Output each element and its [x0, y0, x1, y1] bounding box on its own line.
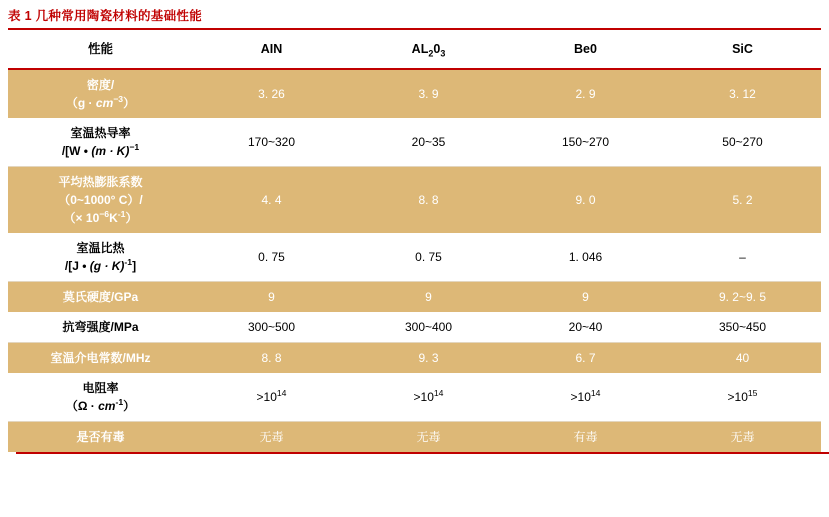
property-line-1: 室温比热	[76, 241, 125, 255]
cell-value: 9	[425, 290, 432, 304]
header-cell-property: 性能	[8, 29, 193, 69]
table-bottom-rule	[16, 452, 829, 454]
header-cell-beo: Be0	[507, 29, 664, 69]
property-line-2: /[W • $(m \cdot K)^{-1}$	[61, 142, 140, 158]
cell-value: 0. 75	[193, 233, 350, 282]
cell-value: 3. 12	[729, 87, 756, 101]
cell-value: 1. 046	[507, 233, 664, 282]
table-caption: 表 1 几种常用陶瓷材料的基础性能	[8, 9, 202, 23]
cell-value: 8. 8	[261, 351, 282, 365]
table-row	[8, 233, 821, 282]
cell-value: 有毒	[573, 430, 598, 444]
table-header-row	[8, 29, 821, 69]
row-property-mohs-hardness: 莫氏硬度/GPa	[62, 290, 139, 304]
property-line-2: （0~1000° C）/	[58, 193, 143, 207]
row-property-flexural-strength: 抗弯强度/MPa	[8, 312, 193, 343]
cell-value: 50~270	[664, 118, 821, 167]
cell-value: 2. 9	[575, 87, 596, 101]
cell-value: $>10^{14}$	[507, 373, 664, 422]
cell-value: 9	[582, 290, 589, 304]
property-line-2: /[J • $(g \cdot K)^{-1}$]	[64, 257, 137, 273]
row-property-thermal-conductivity	[8, 118, 193, 167]
row-property-resistivity	[8, 373, 193, 422]
table-row	[8, 312, 821, 343]
cell-value: $>10^{15}$	[664, 373, 821, 422]
row-property-toxicity: 是否有毒	[76, 430, 125, 444]
property-line-2: $(g \cdot cm^{-3})$	[65, 94, 136, 110]
property-line-1: 电阻率	[82, 381, 119, 395]
row-property-density	[8, 69, 193, 118]
cell-value: 0. 75	[350, 233, 507, 282]
table-row	[8, 343, 821, 374]
property-line-1: 平均热膨胀系数	[58, 175, 143, 189]
cell-value: 20~35	[350, 118, 507, 167]
ceramic-properties-table-wrapper	[8, 28, 821, 452]
cell-value: 3. 26	[258, 87, 285, 101]
table-row	[8, 422, 821, 453]
cell-value: 20~40	[507, 312, 664, 343]
row-property-specific-heat	[8, 233, 193, 282]
cell-value: 5. 2	[732, 193, 753, 207]
property-line-1: 密度/	[86, 78, 115, 92]
cell-value: 9. 0	[575, 193, 596, 207]
row-property-thermal-expansion	[8, 167, 193, 234]
row-property-dielectric-constant: 室温介电常数/MHz	[50, 351, 151, 365]
property-line-3: （× $10^{-6}K^{-1}$）	[63, 209, 138, 225]
table-row	[8, 69, 821, 118]
table-row	[8, 373, 821, 422]
cell-value: $>10^{14}$	[350, 373, 507, 422]
cell-value: 150~270	[507, 118, 664, 167]
cell-value: 9. 2~9. 5	[718, 290, 767, 304]
property-line-1: 室温热导率	[70, 126, 131, 140]
ceramic-properties-table	[8, 28, 821, 452]
cell-value: 170~320	[193, 118, 350, 167]
cell-value: 300~400	[350, 312, 507, 343]
cell-value: 300~500	[193, 312, 350, 343]
header-cell-al2o3: $AL_20_3$	[350, 29, 507, 69]
cell-value: 8. 8	[418, 193, 439, 207]
header-cell-ain: AIN	[193, 29, 350, 69]
cell-value: 无毒	[259, 430, 284, 444]
table-row	[8, 167, 821, 234]
cell-value: –	[664, 233, 821, 282]
cell-value: 4. 4	[261, 193, 282, 207]
header-cell-sic: SiC	[664, 29, 821, 69]
cell-value: 40	[735, 351, 750, 365]
cell-value: 无毒	[416, 430, 441, 444]
cell-value: 无毒	[730, 430, 755, 444]
property-line-2: $(\Omega \cdot cm^{-1})$	[65, 397, 136, 413]
cell-value: 6. 7	[575, 351, 596, 365]
cell-value: $>10^{14}$	[193, 373, 350, 422]
cell-value: 9	[268, 290, 275, 304]
cell-value: 350~450	[664, 312, 821, 343]
table-row	[8, 282, 821, 313]
table-row	[8, 118, 821, 167]
cell-value: 9. 3	[418, 351, 439, 365]
cell-value: 3. 9	[418, 87, 439, 101]
